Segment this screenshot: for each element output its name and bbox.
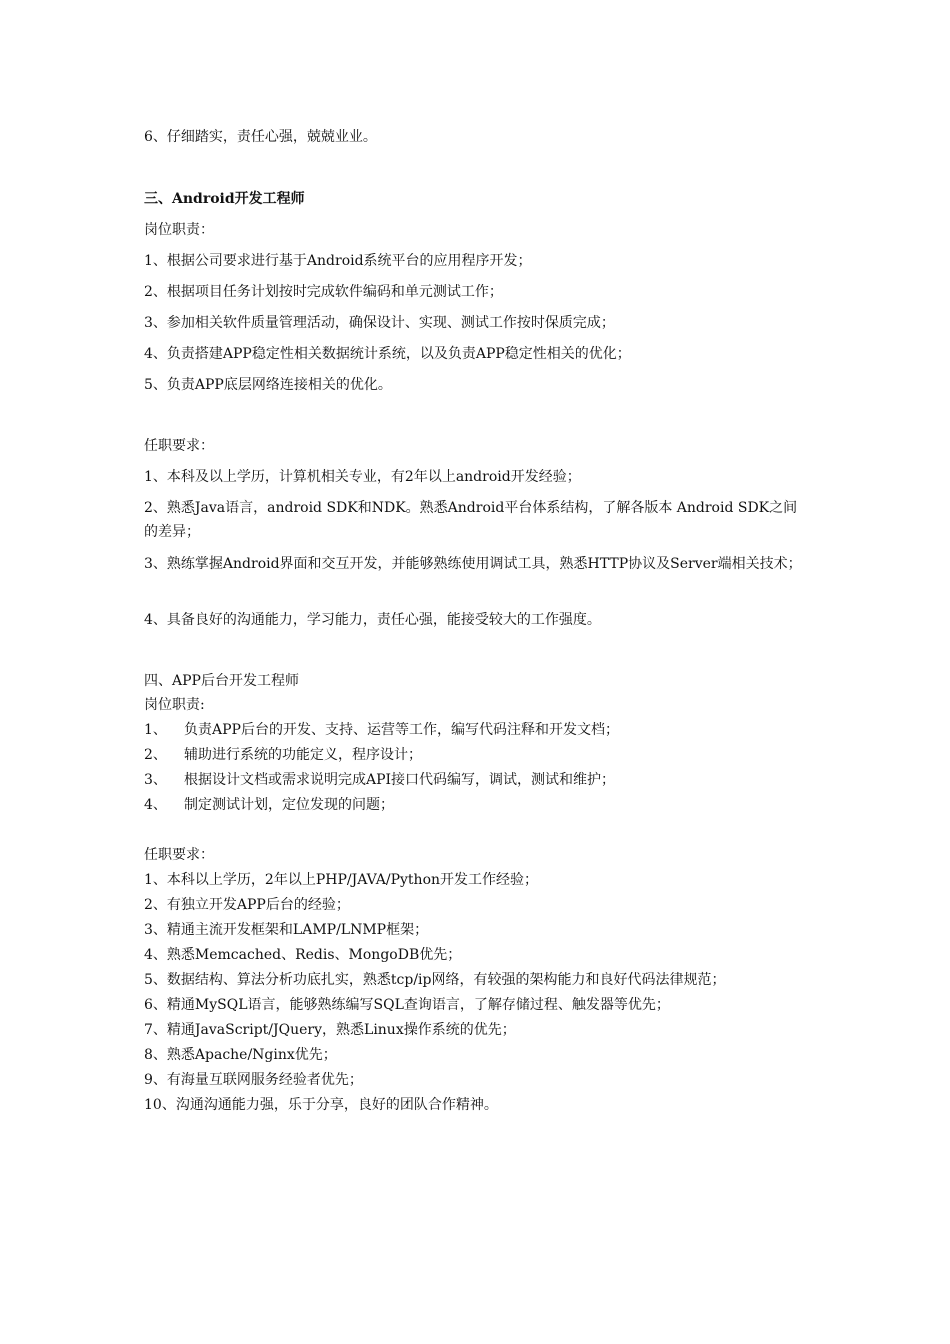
list-number: 4、 <box>144 797 167 813</box>
android-req-3: 3、熟练掌握Android界面和交互开发，并能够熟练使用调试工具，熟悉HTTP协议及Server端相关技术； <box>144 556 802 572</box>
list-text: 制定测试计划，定位发现的问题； <box>184 797 394 813</box>
android-duty-4: 4、负责搭建APP稳定性相关数据统计系统，以及负责APP稳定性相关的优化； <box>144 346 631 362</box>
list-number: 3、 <box>144 772 167 788</box>
android-req-4: 4、具备良好的沟通能力，学习能力，责任心强，能接受较大的工作强度。 <box>144 612 601 628</box>
android-req-1: 1、本科及以上学历，计算机相关专业，有2年以上android开发经验； <box>144 469 581 485</box>
backend-duty-2 <box>144 745 422 765</box>
backend-duty-4 <box>144 795 394 815</box>
android-req-label: 任职要求： <box>144 438 214 454</box>
list-number: 1、 <box>144 722 167 738</box>
android-req-2: 2、熟悉Java语言，android SDK和NDK。熟悉Android平台体系结构，了解各版本 Android SDK之间的差异； <box>144 500 798 540</box>
list-text: 负责APP后台的开发、支持、运营等工作，编写代码注释和开发文档； <box>184 722 619 738</box>
backend-req-4: 4、熟悉Memcached、Redis、MongoDB优先； <box>144 947 462 963</box>
backend-req-6: 6、精通MySQL语言，能够熟练编写SQL查询语言，了解存储过程、触发器等优先； <box>144 997 670 1013</box>
backend-duties-label: 岗位职责: <box>144 697 205 713</box>
backend-req-label: 任职要求： <box>144 847 214 863</box>
backend-req-9: 9、有海量互联网服务经验者优先； <box>144 1072 363 1088</box>
android-duty-5: 5、负责APP底层网络连接相关的优化。 <box>144 377 392 393</box>
backend-duty-1 <box>144 720 619 740</box>
list-text: 根据设计文档或需求说明完成API接口代码编写，调试，测试和维护； <box>184 772 616 788</box>
list-number: 2、 <box>144 747 167 763</box>
android-duty-3: 3、参加相关软件质量管理活动，确保设计、实现、测试工作按时保质完成； <box>144 315 615 331</box>
list-text: 辅助进行系统的功能定义，程序设计； <box>184 747 422 763</box>
backend-duty-3 <box>144 770 615 790</box>
backend-req-3: 3、精通主流开发框架和LAMP/LNMP框架； <box>144 922 429 938</box>
section-title-backend: 四、APP后台开发工程师 <box>144 673 299 689</box>
backend-req-8: 8、熟悉Apache/Nginx优先； <box>144 1047 337 1063</box>
backend-req-5: 5、数据结构、算法分析功底扎实，熟悉tcp/ip网络，有较强的架构能力和良好代码法律规范； <box>144 972 726 988</box>
android-duty-1: 1、根据公司要求进行基于Android系统平台的应用程序开发； <box>144 253 532 269</box>
prev-section-item-6: 6、仔细踏实，责任心强，兢兢业业。 <box>144 129 377 145</box>
backend-req-7: 7、精通JavaScript/JQuery，熟悉Linux操作系统的优先； <box>144 1022 516 1038</box>
backend-req-10: 10、沟通沟通能力强，乐于分享，良好的团队合作精神。 <box>144 1097 498 1113</box>
backend-req-2: 2、有独立开发APP后台的经验； <box>144 897 350 913</box>
backend-req-1: 1、本科以上学历，2年以上PHP/JAVA/Python开发工作经验； <box>144 872 539 888</box>
android-duties-label: 岗位职责： <box>144 222 214 238</box>
android-duty-2: 2、根据项目任务计划按时完成软件编码和单元测试工作； <box>144 284 503 300</box>
section-title-android: 三、Android开发工程师 <box>144 191 305 207</box>
